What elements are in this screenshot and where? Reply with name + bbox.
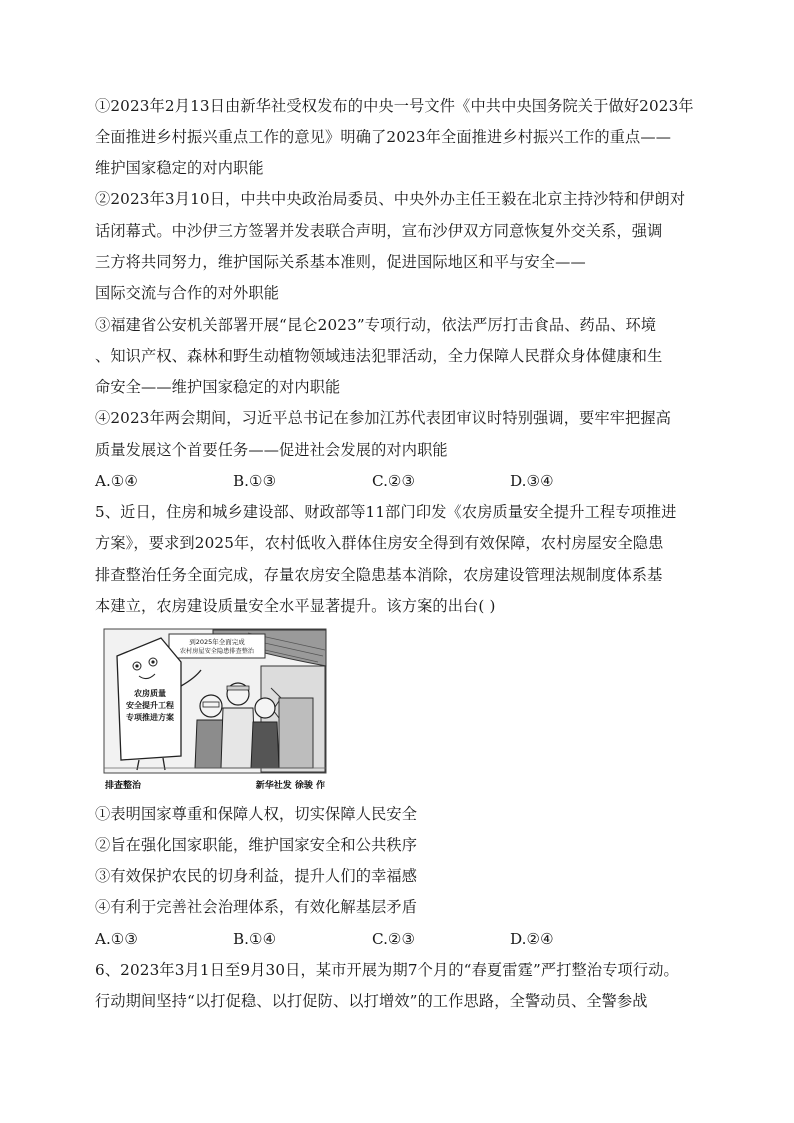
q5-line: 本建立，农房建设质量安全水平显著提升。该方案的出台( ) xyxy=(95,597,496,615)
q4-line: 三方将共同努力，维护国际关系基本准则，促进国际地区和平与安全—— xyxy=(95,253,586,271)
q5-choice: ②旨在强化国家职能，维护国家安全和公共秩序 xyxy=(95,836,418,854)
q6-line: 6、2023年3月1日至9月30日，某市开展为期7个月的“春夏雷霆”严打整治专项行动。 xyxy=(95,961,679,979)
q6-line: 行动期间坚持“以打促稳、以打促防、以打增效”的工作思路，全警动员、全警参战 xyxy=(95,992,648,1010)
cartoon-image xyxy=(103,628,327,793)
cartoon-sign-text: 到2025年全面完成 xyxy=(189,638,245,646)
q5-line: 方案》，要求到2025年，农村低收入群体住房安全得到有效保障，农村房屋安全隐患 xyxy=(95,534,664,552)
cartoon-sign-text: 农村房屋安全隐患排查整治 xyxy=(179,648,255,655)
q5-option-c[interactable]: C.②③ xyxy=(372,930,416,948)
q4-line: 全面推进乡村振兴重点工作的意见》明确了2023年全面推进乡村振兴工作的重点—— xyxy=(95,128,672,146)
q4-line: ②2023年3月10日，中共中央政治局委员、中央外办主任王毅在北京主持沙特和伊朗对 xyxy=(95,190,686,208)
q5-choice: ①表明国家尊重和保障人权，切实保障人民安全 xyxy=(95,805,418,823)
q4-option-b[interactable]: B.①③ xyxy=(233,472,277,490)
cartoon-doc-text: 专项推进方案 xyxy=(126,713,174,722)
q4-line: 质量发展这个首要任务——促进社会发展的对内职能 xyxy=(95,441,448,459)
cartoon-caption-left: 排查整治 xyxy=(105,781,142,791)
cartoon-caption-right: 新华社发 徐骏 作 xyxy=(255,781,325,791)
q4-options xyxy=(95,471,695,491)
q4-line: 国际交流与合作的对外职能 xyxy=(95,284,280,302)
q4-option-c[interactable]: C.②③ xyxy=(372,472,416,490)
q4-line: 、知识产权、森林和野生动植物领域违法犯罪活动，全力保障人民群众身体健康和生 xyxy=(95,347,663,365)
q5-option-b[interactable]: B.①④ xyxy=(233,930,277,948)
q5-line: 5、近日，住房和城乡建设部、财政部等11部门印发《农房质量安全提升工程专项推进 xyxy=(95,503,677,521)
q4-line: 维护国家稳定的对内职能 xyxy=(95,159,264,177)
q5-options xyxy=(95,929,695,949)
q5-option-a[interactable]: A.①③ xyxy=(95,930,139,948)
cartoon-doc-text: 农房质量 xyxy=(134,689,166,698)
q4-line: ④2023年两会期间，习近平总书记在参加江苏代表团审议时特别强调，要牢牢把握高 xyxy=(95,409,672,427)
q4-line: 话闭幕式。中沙伊三方签署并发表联合声明，宣布沙伊双方同意恢复外交关系，强调 xyxy=(95,222,663,240)
q4-line: ③福建省公安机关部署开展“昆仑2023”专项行动，依法严厉打击食品、药品、环境 xyxy=(95,316,657,334)
q5-line: 排查整治任务全面完成，存量农房安全隐患基本消除，农房建设管理法规制度体系基 xyxy=(95,566,663,584)
q4-option-d[interactable]: D.③④ xyxy=(510,472,554,490)
q4-line: 命安全——维护国家稳定的对内职能 xyxy=(95,378,341,396)
q4-option-a[interactable]: A.①④ xyxy=(95,472,139,490)
q4-line: ①2023年2月13日由新华社受权发布的中央一号文件《中共中央国务院关于做好2023年 xyxy=(95,97,694,115)
q5-choice: ③有效保护农民的切身利益，提升人们的幸福感 xyxy=(95,867,418,885)
q5-option-d[interactable]: D.②④ xyxy=(510,930,554,948)
q5-choice: ④有利于完善社会治理体系，有效化解基层矛盾 xyxy=(95,898,418,916)
cartoon-doc-text: 安全提升工程 xyxy=(126,701,174,710)
